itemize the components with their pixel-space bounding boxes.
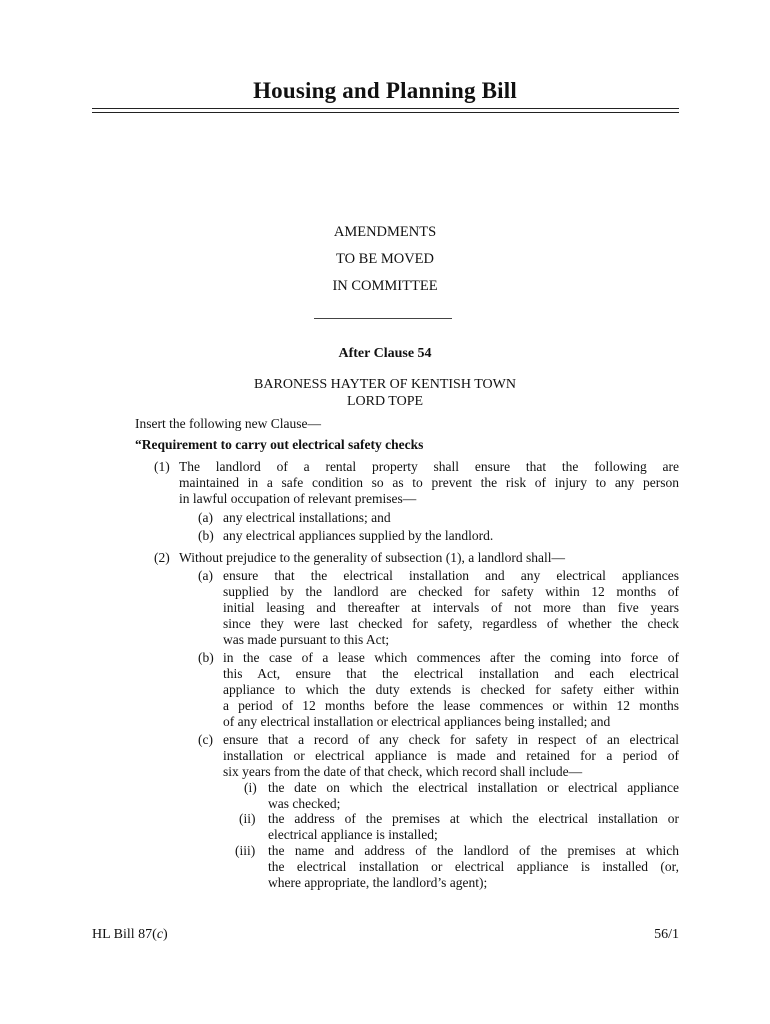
subpara-iii-line: the electrical installation or electrical appliance is installed (or, — [268, 859, 679, 874]
subpara-iii-number: (iii) — [235, 843, 256, 858]
para-2a-line: since they were last checked for safety, regardless of whether the check — [223, 616, 679, 631]
para-2c-line: installation or electrical appliance is made and retained for a period of — [223, 748, 679, 763]
subpara-i-line: the date on which the electrical installation or electrical appliance — [268, 780, 679, 795]
subsection-1-line-3: in lawful occupation of relevant premises— — [179, 491, 417, 506]
section-divider — [314, 318, 452, 319]
para-2a-line: supplied by the landlord are checked for safety within 12 months of — [223, 584, 679, 599]
subpara-ii-number: (ii) — [239, 811, 256, 826]
subpara-iii-line: the name and address of the landlord of the premises at which — [268, 843, 679, 858]
subsection-1-line-2: maintained in a safe condition so as to prevent the risk of injury to any person — [179, 475, 679, 490]
para-1b-text: any electrical appliances supplied by the landlord. — [223, 528, 494, 543]
para-2c-line: six years from the date of that check, which record shall include— — [223, 764, 583, 779]
amendments-line-3: IN COMMITTEE — [332, 278, 438, 294]
subsection-2-lead: Without prejudice to the generality of subsection (1), a landlord shall— — [179, 550, 565, 565]
para-2c-number: (c) — [198, 732, 213, 747]
para-1a-number: (a) — [198, 510, 213, 525]
para-2b-line: of any electrical installation or electrical appliances being installed; and — [223, 714, 611, 729]
subsection-1-number: (1) — [154, 459, 170, 474]
subpara-ii-line: the address of the premises at which the electrical installation or — [268, 811, 679, 826]
para-2c-line: ensure that a record of any check for safety in respect of an electrical — [223, 732, 679, 747]
sponsor-2: LORD TOPE — [346, 394, 424, 409]
subpara-i-number: (i) — [244, 780, 257, 795]
para-2a-line: initial leasing and thereafter at intervals of not more than five years — [223, 600, 679, 615]
clause-title: “Requirement to carry out electrical safety checks — [135, 437, 424, 452]
para-2b-line: this Act, ensure that the electrical installation and each electrical — [223, 666, 679, 681]
subsection-1-line-1: The landlord of a rental property shall ensure that the following are — [179, 459, 679, 474]
para-2a-line: ensure that the electrical installation and any electrical appliances — [223, 568, 679, 583]
para-2b-number: (b) — [198, 650, 214, 665]
title-rule-bottom — [92, 112, 679, 113]
subpara-ii-line: electrical appliance is installed; — [268, 827, 438, 842]
document-title: Housing and Planning Bill — [253, 78, 517, 103]
amendments-line-2: TO BE MOVED — [335, 251, 434, 267]
subpara-i-line: was checked; — [268, 796, 341, 811]
clause-heading: After Clause 54 — [338, 346, 432, 361]
para-1a-text: any electrical installations; and — [223, 510, 391, 525]
sponsor-1: BARONESS HAYTER OF KENTISH TOWN — [254, 377, 516, 392]
para-1b-number: (b) — [198, 528, 214, 543]
para-2b-line: appliance to which the duty extends is checked for safety either within — [223, 682, 679, 697]
subpara-iii-line: where appropriate, the landlord’s agent); — [268, 875, 488, 890]
intro-text: Insert the following new Clause— — [135, 416, 321, 431]
para-2b-line: in the case of a lease which commences after the coming into force of — [223, 650, 679, 665]
bill-reference: HL Bill 87(c) — [92, 927, 168, 942]
title-rule-top — [92, 108, 679, 109]
para-2a-number: (a) — [198, 568, 213, 583]
para-2b-line: a period of 12 months before the lease commences or within 12 months — [223, 698, 679, 713]
amendments-line-1: AMENDMENTS — [333, 224, 437, 240]
page-number: 56/1 — [654, 927, 679, 942]
para-2a-line: was made pursuant to this Act; — [223, 632, 390, 647]
subsection-2-number: (2) — [154, 550, 170, 565]
